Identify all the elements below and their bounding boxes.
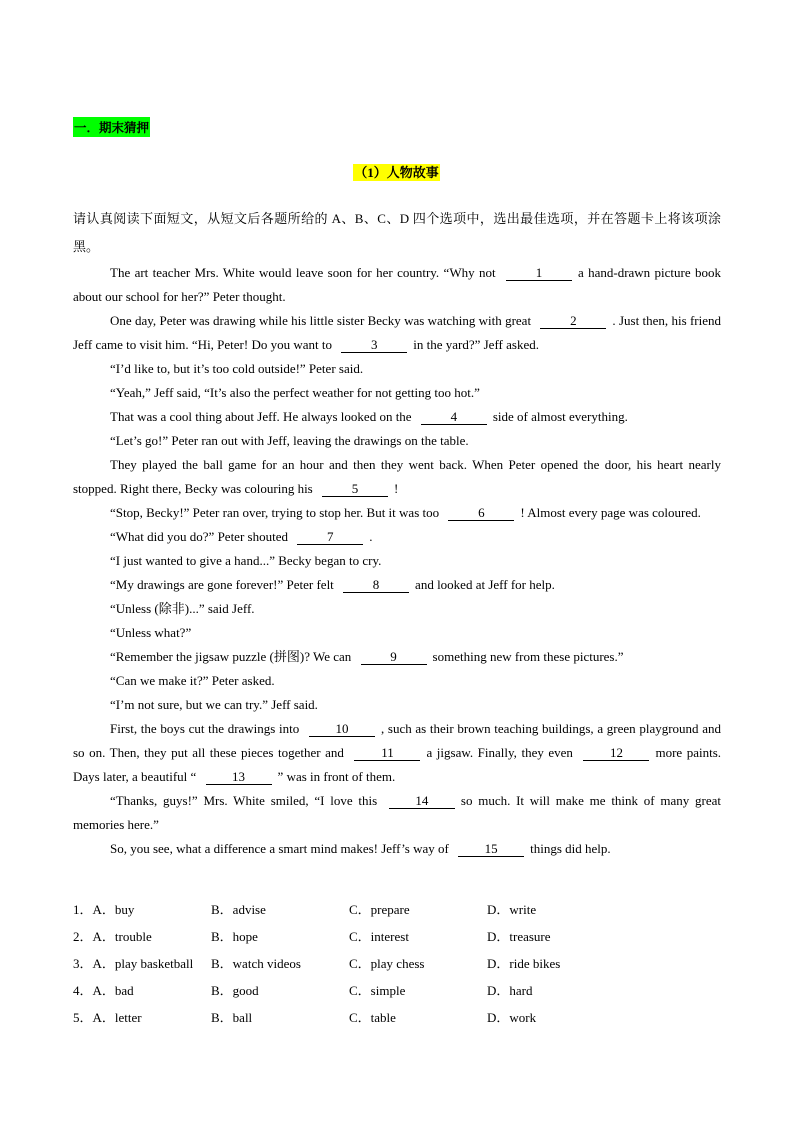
paragraph (73, 717, 721, 789)
option: C．simple (349, 983, 406, 998)
option: C．play chess (349, 956, 425, 971)
option: 5．A．letter (73, 1010, 142, 1025)
paragraphs (73, 261, 721, 861)
paragraph-text: side of almost everything. (492, 409, 628, 424)
answer-blank: 5 (322, 482, 388, 497)
paragraph-text: ” was in front of them. (277, 769, 396, 784)
subsection-title-wrap (0, 162, 793, 181)
paragraph (73, 357, 721, 381)
answer-blank: 10 (309, 722, 375, 737)
paragraph (73, 453, 721, 501)
paragraph-text: “Thanks, guys!” Mrs. White smiled, “I love this (110, 793, 378, 808)
question-row (73, 922, 607, 949)
paragraph-text: so much. It will make me think of many great memories here.” (73, 793, 722, 832)
answer-blank: 4 (421, 410, 487, 425)
answer-blank: 12 (583, 746, 649, 761)
paragraph-text: and looked at Jeff for help. (415, 577, 555, 592)
option: 3．A．play basketball (73, 956, 194, 971)
paragraph (73, 309, 721, 357)
paragraph-text: “Yeah,” Jeff said, “It’s also the perfect weather for not getting too hot.” (110, 385, 480, 400)
option: B．good (211, 983, 259, 998)
answer-blank: 2 (540, 314, 606, 329)
answer-blank: 11 (354, 746, 420, 761)
paragraph-text: . (369, 529, 373, 544)
option: B．hope (211, 929, 258, 944)
paragraph-text: things did help. (530, 841, 611, 856)
answer-blank: 1 (506, 266, 572, 281)
paragraph-text: “I’d like to, but it’s too cold outside!” Peter said. (110, 361, 364, 376)
paragraph-text: ! Almost every page was coloured. (520, 505, 701, 520)
option: D．treasure (487, 929, 551, 944)
paragraph (73, 501, 721, 525)
option: D．write (487, 902, 537, 917)
paragraph-text: “Remember the jigsaw puzzle (拼图)? We can (110, 649, 352, 664)
paragraph-text: So, you see, what a difference a smart mind makes! Jeff’s way of (110, 841, 449, 856)
paragraph (73, 597, 721, 621)
paragraph-text: “Can we make it?” Peter asked. (110, 673, 275, 688)
paragraph-text: They played the ball game for an hour and then they went back. When Peter opened the door, his heart nearly stopped. Right there, Becky was colouring his (73, 457, 721, 496)
option: 4．A．bad (73, 983, 134, 998)
option: C．prepare (349, 902, 410, 917)
option: D．hard (487, 983, 533, 998)
paragraph (73, 381, 721, 405)
option: C．interest (349, 929, 409, 944)
option: 1．A．buy (73, 902, 135, 917)
question-row (73, 976, 607, 1003)
paragraph-text: “Let’s go!” Peter ran out with Jeff, leaving the drawings on the table. (110, 433, 469, 448)
passage (73, 205, 721, 861)
option: B．watch videos (211, 956, 301, 971)
paragraph (73, 429, 721, 453)
paragraph-text: , such as their brown teaching buildings, a green playground and so on. Then, they put all these pieces together and (73, 721, 722, 760)
question-options (73, 895, 607, 1030)
paragraph-text: in the yard?” Jeff asked. (413, 337, 539, 352)
paragraph-text: One day, Peter was drawing while his little sister Becky was watching with great (110, 313, 532, 328)
paragraph (73, 573, 721, 597)
answer-blank: 15 (458, 842, 524, 857)
paragraph (73, 525, 721, 549)
option: B．advise (211, 902, 266, 917)
paragraph (73, 693, 721, 717)
paragraph-text: That was a cool thing about Jeff. He always looked on the (110, 409, 412, 424)
option: D．work (487, 1010, 537, 1025)
paragraph-text: “What did you do?” Peter shouted (110, 529, 288, 544)
paragraph-text: “My drawings are gone forever!” Peter felt (110, 577, 334, 592)
paragraph-text: The art teacher Mrs. White would leave soon for her country. “Why not (110, 265, 496, 280)
paragraph-text: ! (394, 481, 399, 496)
option: D．ride bikes (487, 956, 561, 971)
paragraph (73, 549, 721, 573)
paragraph-text: “I just wanted to give a hand...” Becky began to cry. (110, 553, 382, 568)
paragraph-text: “I’m not sure, but we can try.” Jeff said. (110, 697, 318, 712)
subsection-title: （1）人物故事 (354, 165, 439, 180)
paragraph-text: “Unless what?” (110, 625, 192, 640)
paragraph-text: something new from these pictures.” (432, 649, 624, 664)
paragraph-text: more paints. Days later, a beautiful “ (73, 745, 722, 784)
paragraph (73, 405, 721, 429)
question-row (73, 949, 607, 976)
answer-blank: 13 (206, 770, 272, 785)
paragraph (73, 621, 721, 645)
paragraph-text: . Just then, his friend Jeff came to visit him. “Hi, Peter! Do you want to (73, 313, 722, 352)
answer-blank: 3 (341, 338, 407, 353)
answer-blank: 7 (297, 530, 363, 545)
paragraph (73, 837, 721, 861)
paragraph-text: a jigsaw. Finally, they even (426, 745, 573, 760)
paragraph (73, 645, 721, 669)
section-title: 一．期末猜押 (73, 117, 150, 137)
option: C．table (349, 1010, 396, 1025)
answer-blank: 6 (448, 506, 514, 521)
instructions: 请认真阅读下面短文，从短文后各题所给的 A、B、C、D 四个选项中，选出最佳选项，并在答题卡上将该项涂黑。 (73, 211, 721, 254)
answer-blank: 14 (389, 794, 455, 809)
question-row (73, 895, 607, 922)
paragraph (73, 669, 721, 693)
paragraph-text: First, the boys cut the drawings into (110, 721, 300, 736)
option: B．ball (211, 1010, 253, 1025)
answer-blank: 9 (361, 650, 427, 665)
answer-blank: 8 (343, 578, 409, 593)
question-row (73, 1003, 607, 1030)
paragraph-text: a hand-drawn picture book about our school for her?” Peter thought. (73, 265, 722, 304)
paragraph (73, 789, 721, 837)
option: 2．A．trouble (73, 929, 152, 944)
paragraph-text: “Unless (除非)...” said Jeff. (110, 601, 255, 616)
paragraph-text: “Stop, Becky!” Peter ran over, trying to stop her. But it was too (110, 505, 440, 520)
paragraph (73, 261, 721, 309)
